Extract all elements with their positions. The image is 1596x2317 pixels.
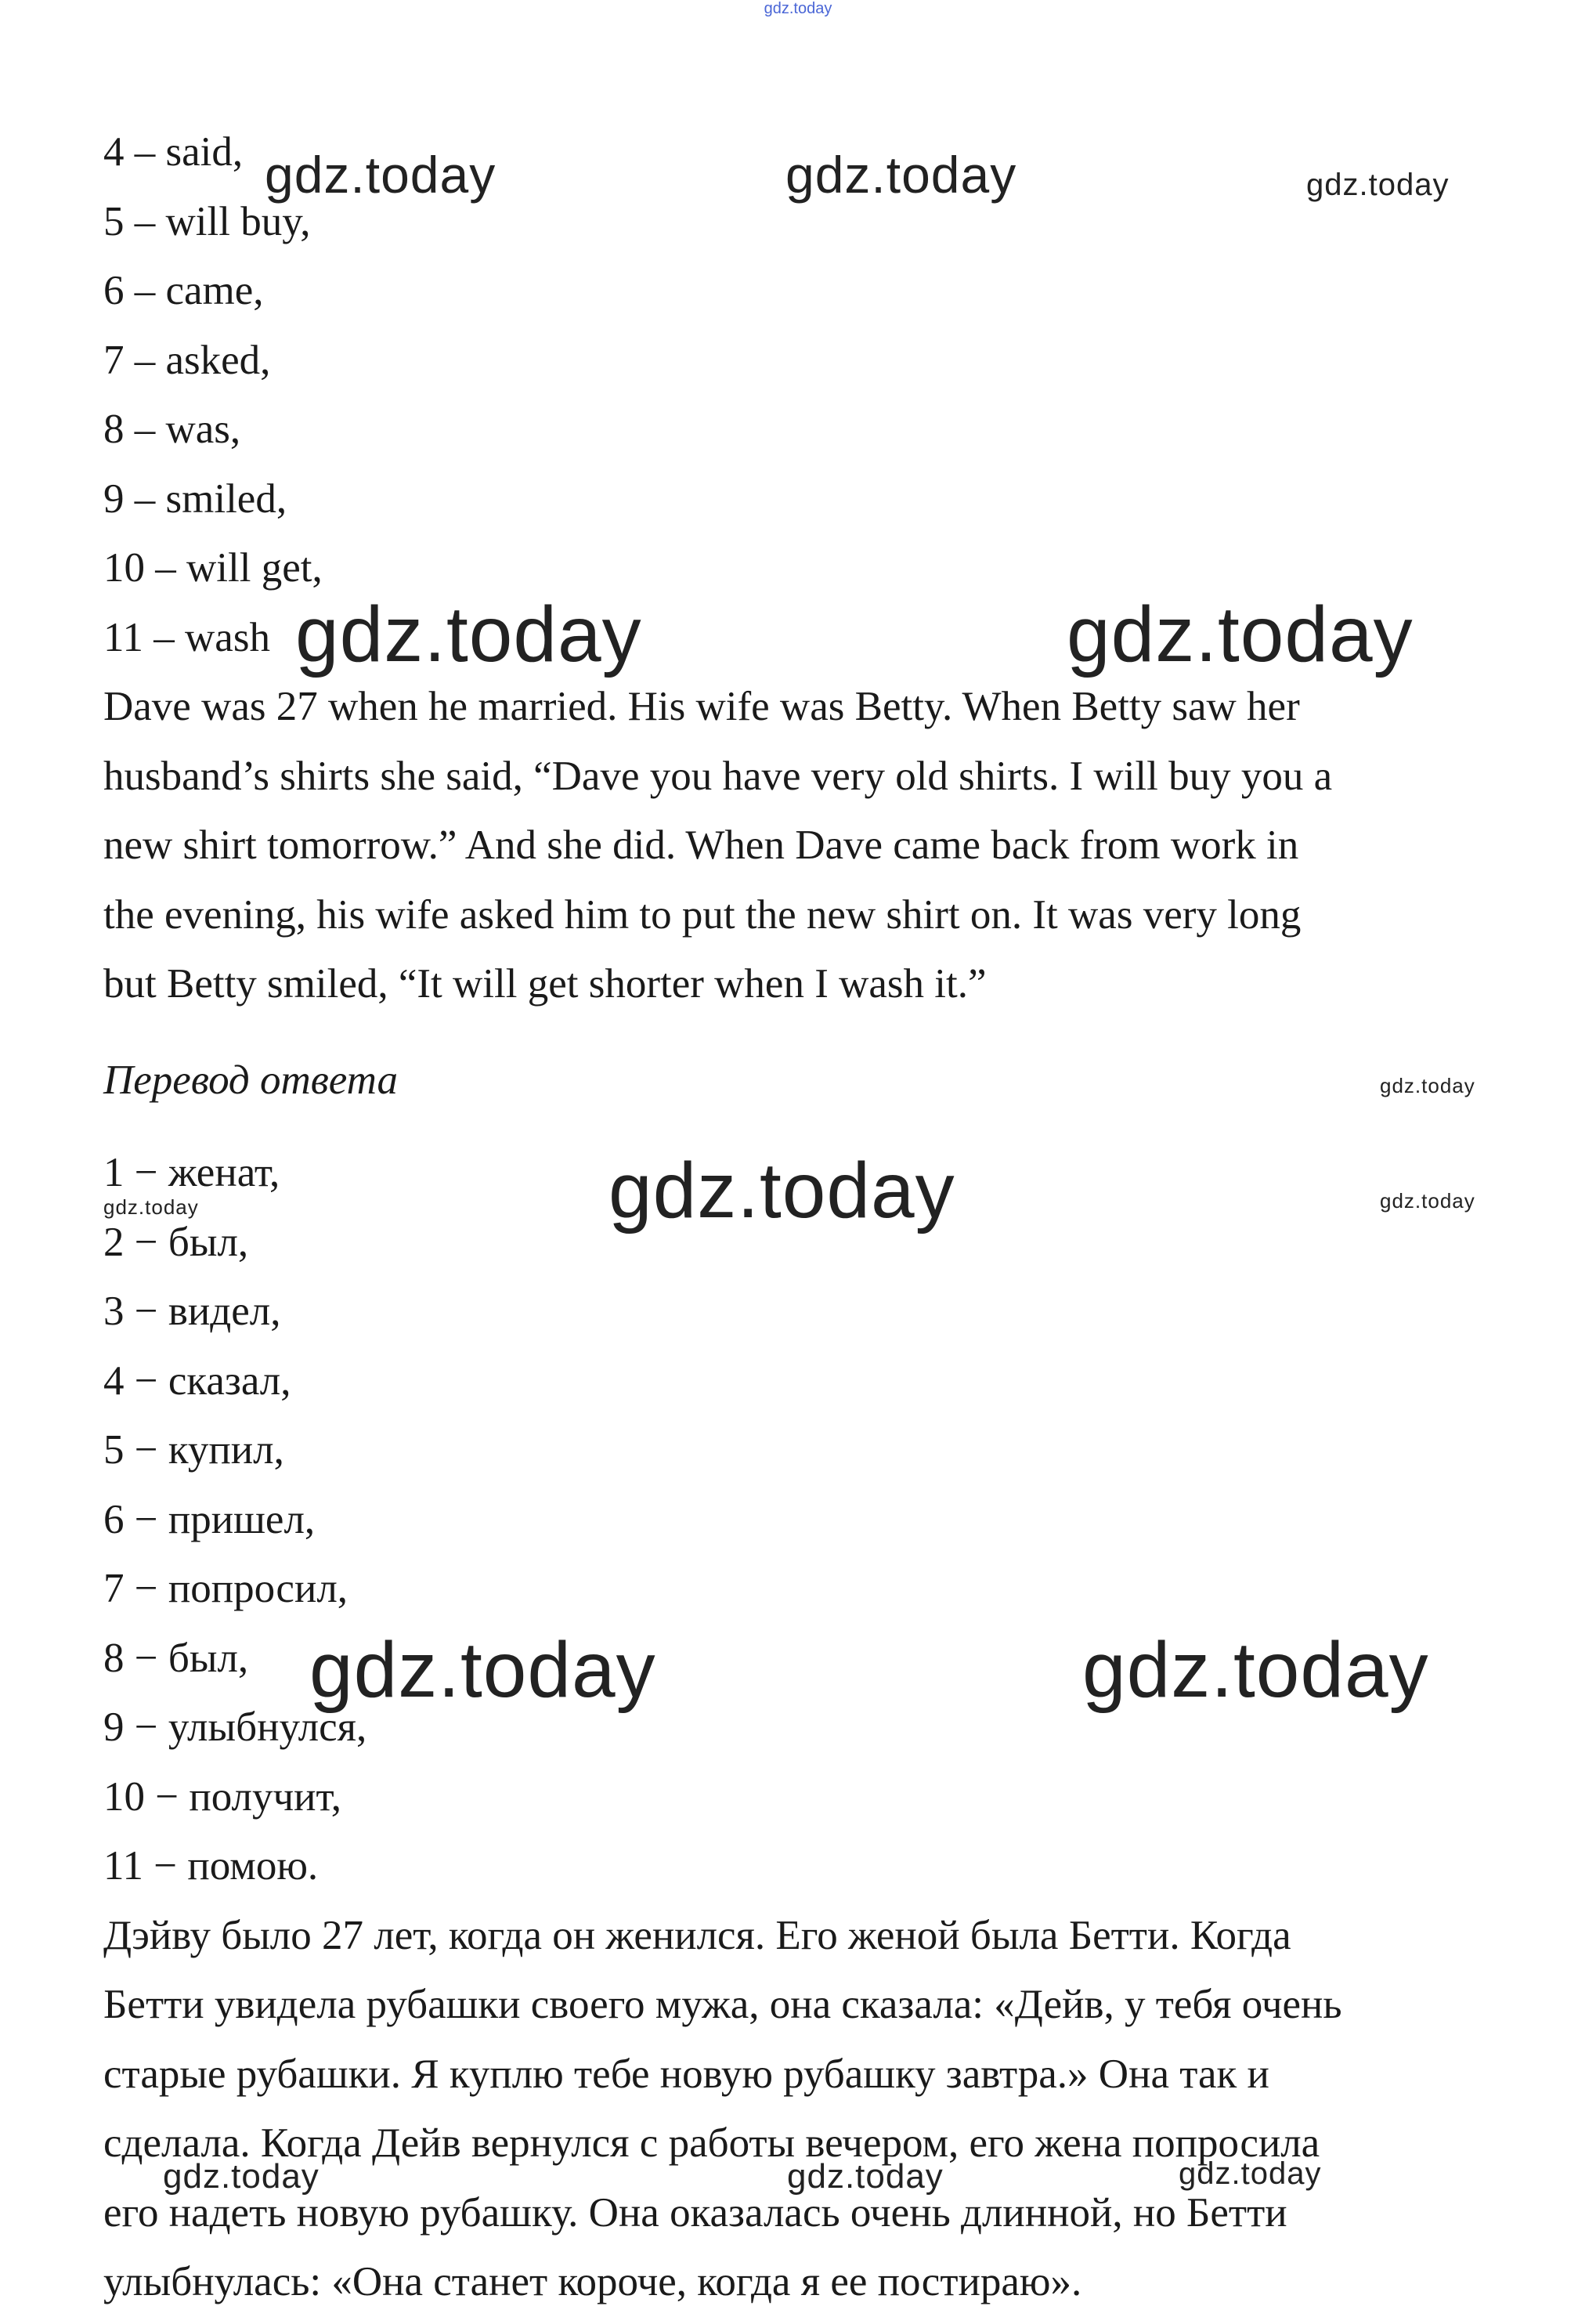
translation-item: 8 − был, <box>103 1635 249 1681</box>
answer-item: 11 – wash <box>103 614 270 660</box>
translation-text-line: сделала. Когда Дейв вернулся с работы вечером, его жена попросила <box>103 2120 1320 2166</box>
answer-item: 5 – will buy, <box>103 198 311 244</box>
translation-item: 1 − женат, <box>103 1150 280 1195</box>
watermark: gdz.today <box>309 1626 656 1714</box>
translation-item: 10 − получит, <box>103 1773 341 1820</box>
translation-item: 5 − купил, <box>103 1427 284 1473</box>
translation-item: 9 − улыбнулся, <box>103 1704 367 1750</box>
translation-heading: Перевод ответа <box>103 1057 399 1103</box>
translation-paragraph <box>103 1901 1513 2317</box>
translation-item: 2 − был, <box>103 1219 249 1265</box>
translation-text-line: улыбнулась: «Она станет короче, когда я ее постираю». <box>103 2259 1082 2304</box>
answer-text-line: but Betty smiled, “It will get shorter when I wash it.” <box>103 961 987 1007</box>
watermark: gdz.today <box>608 1147 955 1234</box>
answer-item: 6 – came, <box>103 268 264 313</box>
answer-item: 7 – asked, <box>103 337 271 383</box>
answer-text-line: husband’s shirts she said, “Dave you have very old shirts. I will buy you a <box>103 753 1333 799</box>
watermark: gdz.today <box>1082 1626 1429 1714</box>
translation-text-line: Дэйву было 27 лет, когда он женился. Его женой была Бетти. Когда <box>103 1912 1291 1958</box>
translation-item: 6 − пришел, <box>103 1496 316 1542</box>
answer-text-line: the evening, his wife asked him to put the new shirt on. It was very long <box>103 891 1302 938</box>
answer-item: 10 – will get, <box>103 545 323 591</box>
translation-text-line: Бетти увидела рубашки своего мужа, она сказала: «Дейв, у тебя очень <box>103 1982 1342 2027</box>
answer-item: 4 – said, <box>103 129 244 175</box>
watermark: gdz.today <box>787 2157 944 2196</box>
watermark: gdz.today <box>295 591 642 678</box>
watermark: gdz.today <box>103 1195 199 1219</box>
watermark: gdz.today <box>1380 1189 1475 1213</box>
translation-text-line: его надеть новую рубашку. Она оказалась очень длинной, но Бетти <box>103 2189 1287 2236</box>
watermark: gdz.today <box>1067 591 1414 678</box>
watermark: gdz.today <box>163 2157 320 2196</box>
watermark: gdz.today <box>1380 1074 1475 1097</box>
answer-text-line: new shirt tomorrow.” And she did. When Dave came back from work in <box>103 822 1299 868</box>
watermark: gdz.today <box>785 146 1017 204</box>
answer-text-line: Dave was 27 when he married. His wife was Betty. When Betty saw her <box>103 684 1300 729</box>
translation-item: 4 − сказал, <box>103 1357 291 1404</box>
watermark: gdz.today <box>265 146 496 204</box>
answer-paragraph <box>103 672 1513 1019</box>
translation-list <box>103 1138 1513 1901</box>
answer-item: 8 – was, <box>103 407 241 452</box>
translation-item: 11 − помою. <box>103 1843 319 1889</box>
translation-item: 7 − попросил, <box>103 1566 348 1611</box>
answer-item: 9 – smiled, <box>103 475 287 522</box>
site-mark: gdz.today <box>764 0 832 17</box>
watermark: gdz.today <box>1306 168 1450 202</box>
translation-item: 3 − видел, <box>103 1289 281 1334</box>
watermark: gdz.today <box>1179 2156 1322 2191</box>
translation-text-line: старые рубашки. Я куплю тебе новую рубашку завтра.» Она так и <box>103 2051 1269 2097</box>
